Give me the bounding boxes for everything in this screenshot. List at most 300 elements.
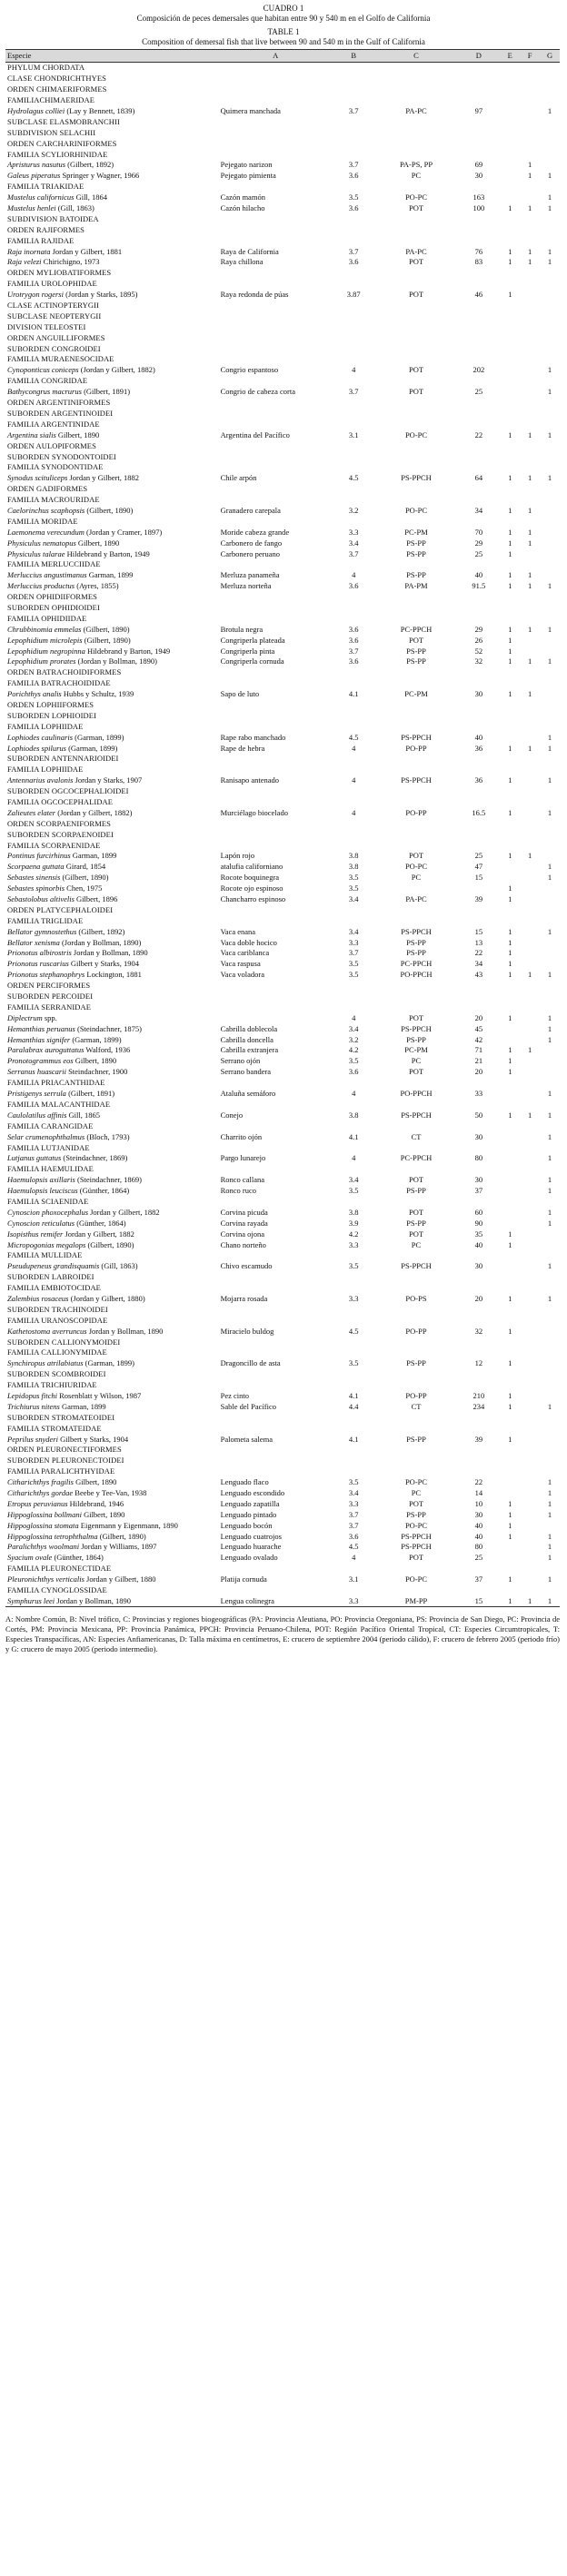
cruise-feb-2005-cell: 1 — [527, 257, 532, 267]
cruise-sep-2004-cell: 1 — [508, 948, 512, 958]
cruise-may-2005-cell: 1 — [547, 1034, 552, 1044]
taxon-heading: ORDEN BATRACHOIDIFORMES — [7, 667, 122, 677]
cruise-may-2005-cell: 1 — [547, 365, 552, 375]
species-author: Gilbert, 1890 — [81, 1509, 125, 1519]
cruise-sep-2004-cell — [500, 160, 520, 171]
max-size-cell: 234 — [472, 1401, 485, 1411]
max-size-cell: 16.5 — [472, 807, 486, 817]
cruise-sep-2004-cell — [500, 192, 520, 203]
max-size-cell: 22 — [474, 429, 483, 439]
common-name-cell: Chancharro espinoso — [220, 894, 286, 904]
common-name-cell: Argentina del Pacífico — [220, 429, 290, 439]
scientific-name: Micropogonias megalops — [7, 1239, 86, 1249]
species-row — [5, 473, 560, 484]
cruise-may-2005-cell: 1 — [547, 775, 552, 785]
species-author: Jordan y Gilbert, 1882 — [88, 1207, 160, 1217]
max-size-cell: 36 — [474, 775, 483, 785]
trophic-level-cell: 3.5 — [348, 1056, 359, 1066]
species-row — [5, 959, 560, 970]
common-name-cell: Carbonero de fango — [220, 538, 283, 548]
province-cell: PA-PS, PP — [399, 160, 433, 170]
common-name-cell: Corvina ojona — [220, 1229, 265, 1239]
max-size-cell: 34 — [474, 959, 483, 969]
species-author: (Gilbert, 1890) — [85, 505, 134, 515]
trophic-level-cell: 3.7 — [348, 106, 359, 115]
species-row — [5, 1067, 560, 1078]
taxon-heading-row — [5, 754, 560, 765]
cruise-sep-2004-cell — [500, 1488, 520, 1499]
column-header-e: E — [500, 50, 520, 63]
cruise-sep-2004-cell: 1 — [508, 937, 512, 947]
taxon-heading: SUBORDEN LOPHIOIDEI — [7, 710, 96, 720]
species-row — [5, 1294, 560, 1305]
cruise-feb-2005-cell: 1 — [527, 624, 532, 634]
max-size-cell: 40 — [474, 570, 483, 580]
column-header-a: A — [219, 50, 333, 63]
max-size-cell — [457, 883, 500, 894]
taxon-heading-row — [5, 127, 560, 138]
cruise-may-2005-cell — [540, 937, 560, 948]
species-author: (Steindachner, 1875) — [75, 1023, 142, 1033]
cruise-feb-2005-cell — [520, 1186, 540, 1197]
cruise-may-2005-cell: 1 — [547, 1293, 552, 1303]
max-size-cell: 80 — [474, 1153, 483, 1163]
scientific-name: Pleuronichthys verticalis — [7, 1574, 85, 1584]
species-cell — [5, 1089, 219, 1100]
common-name-cell: Moride cabeza grande — [220, 527, 290, 537]
trophic-level-cell: 4.5 — [348, 1326, 359, 1336]
province-cell: POT — [408, 257, 424, 267]
trophic-level-cell: 4 — [352, 365, 356, 375]
taxon-heading: FAMILIA MACROURIDAE — [7, 495, 100, 505]
taxon-heading: FAMILIA CALLIONYMIDAE — [7, 1347, 107, 1357]
scientific-name: Sebastolobus altivelis — [7, 894, 75, 904]
cruise-feb-2005-cell — [520, 1509, 540, 1520]
cruise-sep-2004-cell — [500, 106, 520, 117]
province-cell: PA-PM — [404, 581, 428, 591]
max-size-cell: 30 — [474, 1261, 483, 1271]
taxon-heading: PHYLUM CHORDATA — [7, 63, 85, 73]
species-row — [5, 1131, 560, 1142]
trophic-level-cell: 4.2 — [348, 1045, 359, 1055]
common-name-cell: Congriperla cornuda — [220, 656, 284, 666]
cruise-feb-2005-cell — [520, 1239, 540, 1250]
taxon-heading: ORDEN LOPHIIFORMES — [7, 699, 94, 709]
common-name-cell: Lenguado escondido — [220, 1488, 285, 1497]
province-cell: PO-PC — [404, 192, 428, 202]
species-row — [5, 1089, 560, 1100]
cruise-may-2005-cell — [540, 894, 560, 905]
species-row — [5, 365, 560, 376]
common-name-cell: Sable del Pacífico — [220, 1401, 276, 1411]
cruise-feb-2005-cell — [520, 1261, 540, 1272]
species-cell — [5, 538, 219, 548]
cruise-may-2005-cell: 1 — [547, 192, 552, 202]
taxon-heading-row — [5, 613, 560, 624]
cruise-may-2005-cell: 1 — [547, 862, 552, 872]
trophic-level-cell: 4 — [352, 1012, 356, 1022]
species-author: Jordan y Gilbert, 1880 — [84, 1574, 156, 1584]
trophic-level-cell: 3.4 — [348, 1175, 359, 1185]
taxon-heading-row — [5, 1412, 560, 1423]
cruise-feb-2005-cell — [520, 959, 540, 970]
cruise-may-2005-cell: 1 — [547, 1186, 552, 1196]
species-cell — [5, 203, 219, 214]
species-row — [5, 851, 560, 862]
cruise-may-2005-cell: 1 — [547, 203, 552, 213]
species-author: (Gilbert, 1892) — [65, 160, 114, 170]
cruise-sep-2004-cell: 1 — [508, 246, 512, 256]
species-cell — [5, 365, 219, 376]
trophic-level-cell: 3.6 — [348, 1531, 359, 1541]
species-cell — [5, 246, 219, 257]
taxon-heading: SUBORDEN TRACHINOIDEI — [7, 1304, 108, 1314]
taxon-heading: DIVISION TELEOSTEI — [7, 321, 86, 331]
species-author: (Gill, 1863) — [55, 203, 94, 213]
taxon-heading: ORDEN PLATYCEPHALOIDEI — [7, 904, 114, 914]
taxon-heading-row — [5, 235, 560, 246]
province-cell: PS-PPCH — [401, 1023, 432, 1033]
species-row — [5, 1326, 560, 1337]
species-author: Garman, 1899 — [86, 570, 134, 580]
max-size-cell: 80 — [474, 1542, 483, 1552]
taxon-heading-row — [5, 1002, 560, 1012]
cruise-may-2005-cell: 1 — [547, 1574, 552, 1584]
taxon-heading-row — [5, 440, 560, 451]
common-name-cell: Vaca voladora — [220, 970, 264, 980]
species-cell — [5, 290, 219, 301]
cruise-sep-2004-cell — [500, 862, 520, 873]
common-name-cell: Congrio de cabeza corta — [220, 387, 295, 397]
cruise-feb-2005-cell — [520, 775, 540, 786]
scientific-name: Apristurus nasutus — [7, 160, 65, 170]
species-row — [5, 775, 560, 786]
trophic-level-cell: 3.4 — [348, 926, 359, 936]
cruise-feb-2005-cell — [520, 937, 540, 948]
cruise-feb-2005-cell — [520, 1520, 540, 1531]
taxon-heading: FAMILIA TRICHIURIDAE — [7, 1380, 97, 1390]
province-cell: POT — [408, 1498, 424, 1508]
species-row — [5, 1175, 560, 1186]
scientific-name: Pristigenys serrula — [7, 1089, 66, 1099]
species-row — [5, 970, 560, 981]
max-size-cell: 14 — [474, 1488, 483, 1497]
species-row — [5, 387, 560, 398]
trophic-level-cell: 3.6 — [348, 171, 359, 181]
province-cell: PO-PC — [404, 1520, 428, 1530]
max-size-cell: 34 — [474, 505, 483, 515]
scientific-name: Pseudupeneus grandisquamis — [7, 1261, 100, 1271]
taxon-heading-row — [5, 721, 560, 732]
species-cell — [5, 548, 219, 559]
cruise-sep-2004-cell — [500, 171, 520, 182]
trophic-level-cell: 3.3 — [348, 1293, 359, 1303]
cruise-feb-2005-cell — [520, 1294, 540, 1305]
common-name-cell: Cazón mamón — [220, 192, 265, 202]
taxon-heading: FAMILIA MULLIDAE — [7, 1250, 83, 1260]
cruise-sep-2004-cell: 1 — [508, 1110, 512, 1120]
cruise-sep-2004-cell — [500, 365, 520, 376]
max-size-cell: 52 — [474, 646, 483, 656]
trophic-level-cell: 3.6 — [348, 581, 359, 591]
common-name-cell: Lenguado bocón — [220, 1520, 273, 1530]
species-row — [5, 171, 560, 182]
cruise-feb-2005-cell — [520, 1401, 540, 1412]
province-cell: PC-PM — [404, 1045, 428, 1055]
species-row — [5, 1488, 560, 1499]
species-cell — [5, 635, 219, 646]
species-cell — [5, 1131, 219, 1142]
cruise-sep-2004-cell: 1 — [508, 1067, 512, 1077]
species-author: (Jordan y Gilbert, 1882) — [55, 807, 133, 817]
trophic-level-cell: 3.3 — [348, 937, 359, 947]
province-cell — [375, 883, 458, 894]
taxon-heading: SUBORDEN SCOMBROIDEI — [7, 1369, 106, 1379]
cruise-may-2005-cell: 1 — [547, 970, 552, 980]
cruise-may-2005-cell — [540, 1434, 560, 1445]
common-name-cell: Congriperla plateada — [220, 635, 285, 645]
province-cell: PS-PP — [406, 948, 426, 958]
common-name-cell: Mojarra rosada — [220, 1293, 268, 1303]
species-row — [5, 1358, 560, 1369]
cruise-feb-2005-cell — [520, 365, 540, 376]
scientific-name: Laemonema verecundum — [7, 527, 85, 537]
taxon-heading-row — [5, 700, 560, 711]
cruise-sep-2004-cell — [500, 1023, 520, 1034]
species-author: (Günther, 1864) — [77, 1186, 130, 1196]
max-size-cell: 40 — [474, 1239, 483, 1249]
scientific-name: Zalembius rosaceus — [7, 1293, 69, 1303]
scientific-name: Mustelus californicus — [7, 192, 75, 202]
scientific-name: Lepophidium prorates — [7, 656, 76, 666]
cruise-sep-2004-cell — [500, 1089, 520, 1100]
species-author: (Gilbert, 1890) — [81, 624, 130, 634]
species-cell — [5, 732, 219, 743]
scientific-name: Lepidopus fitchi — [7, 1390, 58, 1400]
common-name-cell: Charrito ojón — [220, 1131, 263, 1141]
species-row — [5, 548, 560, 559]
taxon-heading-row — [5, 818, 560, 829]
species-row — [5, 538, 560, 548]
common-name-cell: Lenguado pintado — [220, 1509, 277, 1519]
species-author: (Steindachner, 1869) — [61, 1153, 128, 1163]
trophic-level-cell: 4.1 — [348, 1131, 359, 1141]
taxon-heading: FAMILIA SCIAENIDAE — [7, 1196, 89, 1206]
common-name-cell: Platija cornuda — [220, 1574, 267, 1584]
cruise-sep-2004-cell: 1 — [508, 1390, 512, 1400]
province-cell: PS-PP — [406, 1358, 426, 1368]
common-name-cell: Corvina picuda — [220, 1207, 268, 1217]
common-name-cell: Dragoncillo de asta — [220, 1358, 281, 1368]
species-row — [5, 1520, 560, 1531]
province-cell: PS-PP — [406, 1434, 426, 1444]
cruise-feb-2005-cell — [520, 1574, 540, 1585]
province-cell: PS-PP — [406, 548, 426, 558]
cruise-may-2005-cell: 1 — [547, 429, 552, 439]
species-row — [5, 1239, 560, 1250]
cruise-may-2005-cell — [540, 538, 560, 548]
species-cell — [5, 1034, 219, 1045]
scientific-name: Chrubbinomia emmelas — [7, 624, 82, 634]
cruise-feb-2005-cell — [520, 1229, 540, 1239]
max-size-cell: 45 — [474, 1023, 483, 1033]
cruise-sep-2004-cell — [500, 1218, 520, 1229]
taxon-heading-row — [5, 1585, 560, 1596]
cruise-sep-2004-cell: 1 — [508, 203, 512, 213]
common-name-cell: Pez cinto — [220, 1390, 250, 1400]
species-author: (Gilbert, 1891) — [65, 1089, 115, 1099]
scientific-name: Sebastes sinensis — [7, 873, 61, 883]
trophic-level-cell: 4 — [352, 807, 356, 817]
cruise-sep-2004-cell: 1 — [500, 1595, 520, 1606]
scientific-name: Sebastes spinorbis — [7, 883, 65, 893]
max-size-cell: 90 — [474, 1218, 483, 1228]
province-cell: PO-PC — [404, 505, 428, 515]
common-name-cell: Pejegato pimienta — [220, 171, 276, 181]
cruise-sep-2004-cell — [500, 1207, 520, 1218]
scientific-name: Mustelus henlei — [7, 203, 56, 213]
province-cell: PS-PPCH — [401, 775, 432, 785]
trophic-level-cell: 4 — [352, 743, 356, 753]
cruise-may-2005-cell — [540, 851, 560, 862]
scientific-name: Pontinus furcirhinus — [7, 851, 71, 861]
taxon-heading-row — [5, 74, 560, 84]
scientific-name: Argentina sialis — [7, 429, 56, 439]
scientific-name: Caulolatilus affinis — [7, 1110, 67, 1120]
taxon-heading-row — [5, 1164, 560, 1175]
species-cell — [5, 1045, 219, 1056]
max-size-cell: 30 — [474, 689, 483, 699]
cruise-sep-2004-cell: 1 — [508, 926, 512, 936]
trophic-level-cell: 3.5 — [348, 1477, 359, 1487]
species-row — [5, 527, 560, 538]
cruise-may-2005-cell: 1 — [547, 1012, 552, 1022]
trophic-level-cell: 3.7 — [348, 387, 359, 397]
scientific-name: Kathetostoma averruncus — [7, 1326, 87, 1336]
province-cell: POT — [408, 1207, 424, 1217]
trophic-level-cell: 3.4 — [348, 894, 359, 904]
species-cell — [5, 1520, 219, 1531]
taxon-heading-row — [5, 1315, 560, 1326]
cruise-sep-2004-cell: 1 — [508, 635, 512, 645]
species-author: (Jordan y Cramer, 1897) — [84, 527, 163, 537]
species-author: (Steindachner, 1869) — [75, 1175, 142, 1185]
taxon-heading: FAMILIA CYNOGLOSSIDAE — [7, 1585, 107, 1595]
common-name-cell: Palometa salema — [220, 1434, 273, 1444]
species-cell — [5, 624, 219, 635]
scientific-name: Symphurus leei — [7, 1595, 55, 1605]
province-cell: PO-PC — [404, 1477, 428, 1487]
taxon-heading: SUBORDEN PLEURONECTOIDEI — [7, 1456, 124, 1466]
taxon-heading-row — [5, 462, 560, 473]
species-row — [5, 1110, 560, 1120]
species-row — [5, 1509, 560, 1520]
taxon-heading: FAMILIA PARALICHTHYIDAE — [7, 1466, 115, 1476]
cruise-sep-2004-cell — [500, 1186, 520, 1197]
province-cell: PS-PPCH — [401, 1531, 432, 1541]
province-cell: POT — [408, 1067, 424, 1077]
cruise-sep-2004-cell: 1 — [508, 257, 512, 267]
taxon-heading-row — [5, 332, 560, 343]
cruise-feb-2005-cell: 1 — [527, 851, 532, 861]
species-cell — [5, 851, 219, 862]
species-cell — [5, 1553, 219, 1564]
species-row — [5, 246, 560, 257]
species-author: Gilbert, 1890 — [73, 1477, 117, 1487]
species-author: Jordan y Williams, 1897 — [79, 1542, 157, 1552]
scientific-name: Prionotus albirostris — [7, 948, 72, 958]
taxon-heading: FAMILIA OGCOCEPHALIDAE — [7, 797, 114, 806]
cruise-sep-2004-cell: 1 — [508, 959, 512, 969]
species-author: (Gilbert, 1890) — [60, 873, 109, 883]
cruise-feb-2005-cell — [520, 646, 540, 656]
province-cell: PO-PC — [404, 429, 428, 439]
species-author: (Jordan y Bollman, 1890) — [59, 937, 142, 947]
cruise-may-2005-cell: 1 — [547, 1509, 552, 1519]
species-row — [5, 1595, 560, 1606]
trophic-level-cell: 3.7 — [348, 1520, 359, 1530]
scientific-name: Selar crumenophthalmus — [7, 1131, 85, 1141]
species-cell — [5, 160, 219, 171]
province-cell: PS-PP — [406, 1509, 426, 1519]
taxon-heading-row — [5, 667, 560, 678]
cruise-sep-2004-cell: 1 — [508, 1229, 512, 1239]
scientific-name: Lepophidium microlepis — [7, 635, 83, 645]
species-author: spp. — [42, 1012, 57, 1022]
taxon-heading-row — [5, 279, 560, 290]
scientific-name: Cynoscion phoxocephalus — [7, 1207, 88, 1217]
cruise-may-2005-cell: 1 — [547, 246, 552, 256]
taxon-heading-row — [5, 1197, 560, 1208]
cruise-feb-2005-cell — [520, 1131, 540, 1142]
cruise-sep-2004-cell: 1 — [508, 743, 512, 753]
species-author: (Gilbert, 1891) — [81, 387, 131, 397]
species-cell — [5, 959, 219, 970]
common-name-cell: atalufia californiano — [220, 862, 284, 872]
max-size-cell: 71 — [474, 1045, 483, 1055]
species-cell — [5, 1186, 219, 1197]
cruise-may-2005-cell — [540, 959, 560, 970]
trophic-level-cell: 3.6 — [348, 624, 359, 634]
trophic-level-cell: 4 — [352, 570, 356, 580]
taxon-heading: ORDEN PERCIFORMES — [7, 981, 91, 991]
common-name-cell: Lenguado zapatilla — [220, 1498, 280, 1508]
trophic-level-cell: 3.8 — [348, 1207, 359, 1217]
max-size-cell: 32 — [474, 1326, 483, 1336]
species-author: Garman, 1899 — [59, 1401, 106, 1411]
species-author: Jordan y Starks, 1907 — [73, 775, 143, 785]
trophic-level-cell: 4.4 — [348, 1401, 359, 1411]
taxon-heading-row — [5, 1369, 560, 1380]
cruise-feb-2005-cell — [520, 1531, 540, 1542]
taxon-heading-row — [5, 224, 560, 235]
taxon-heading: FAMILIA MORIDAE — [7, 516, 78, 526]
cruise-sep-2004-cell — [500, 1477, 520, 1488]
cruise-feb-2005-cell — [520, 1023, 540, 1034]
species-row — [5, 743, 560, 754]
common-name-cell: Congriperla pinta — [220, 646, 275, 656]
scientific-name: Diplectrum — [7, 1012, 43, 1022]
species-cell — [5, 926, 219, 937]
cruise-feb-2005-cell: 1 — [527, 570, 532, 580]
taxon-heading: ORDEN MYLIOBATIFORMES — [7, 268, 112, 278]
taxon-heading-row — [5, 829, 560, 840]
trophic-level-cell: 3.8 — [348, 1110, 359, 1120]
max-size-cell: 163 — [472, 192, 485, 202]
max-size-cell: 21 — [474, 1056, 483, 1066]
species-cell — [5, 1488, 219, 1499]
cruise-feb-2005-cell — [520, 926, 540, 937]
